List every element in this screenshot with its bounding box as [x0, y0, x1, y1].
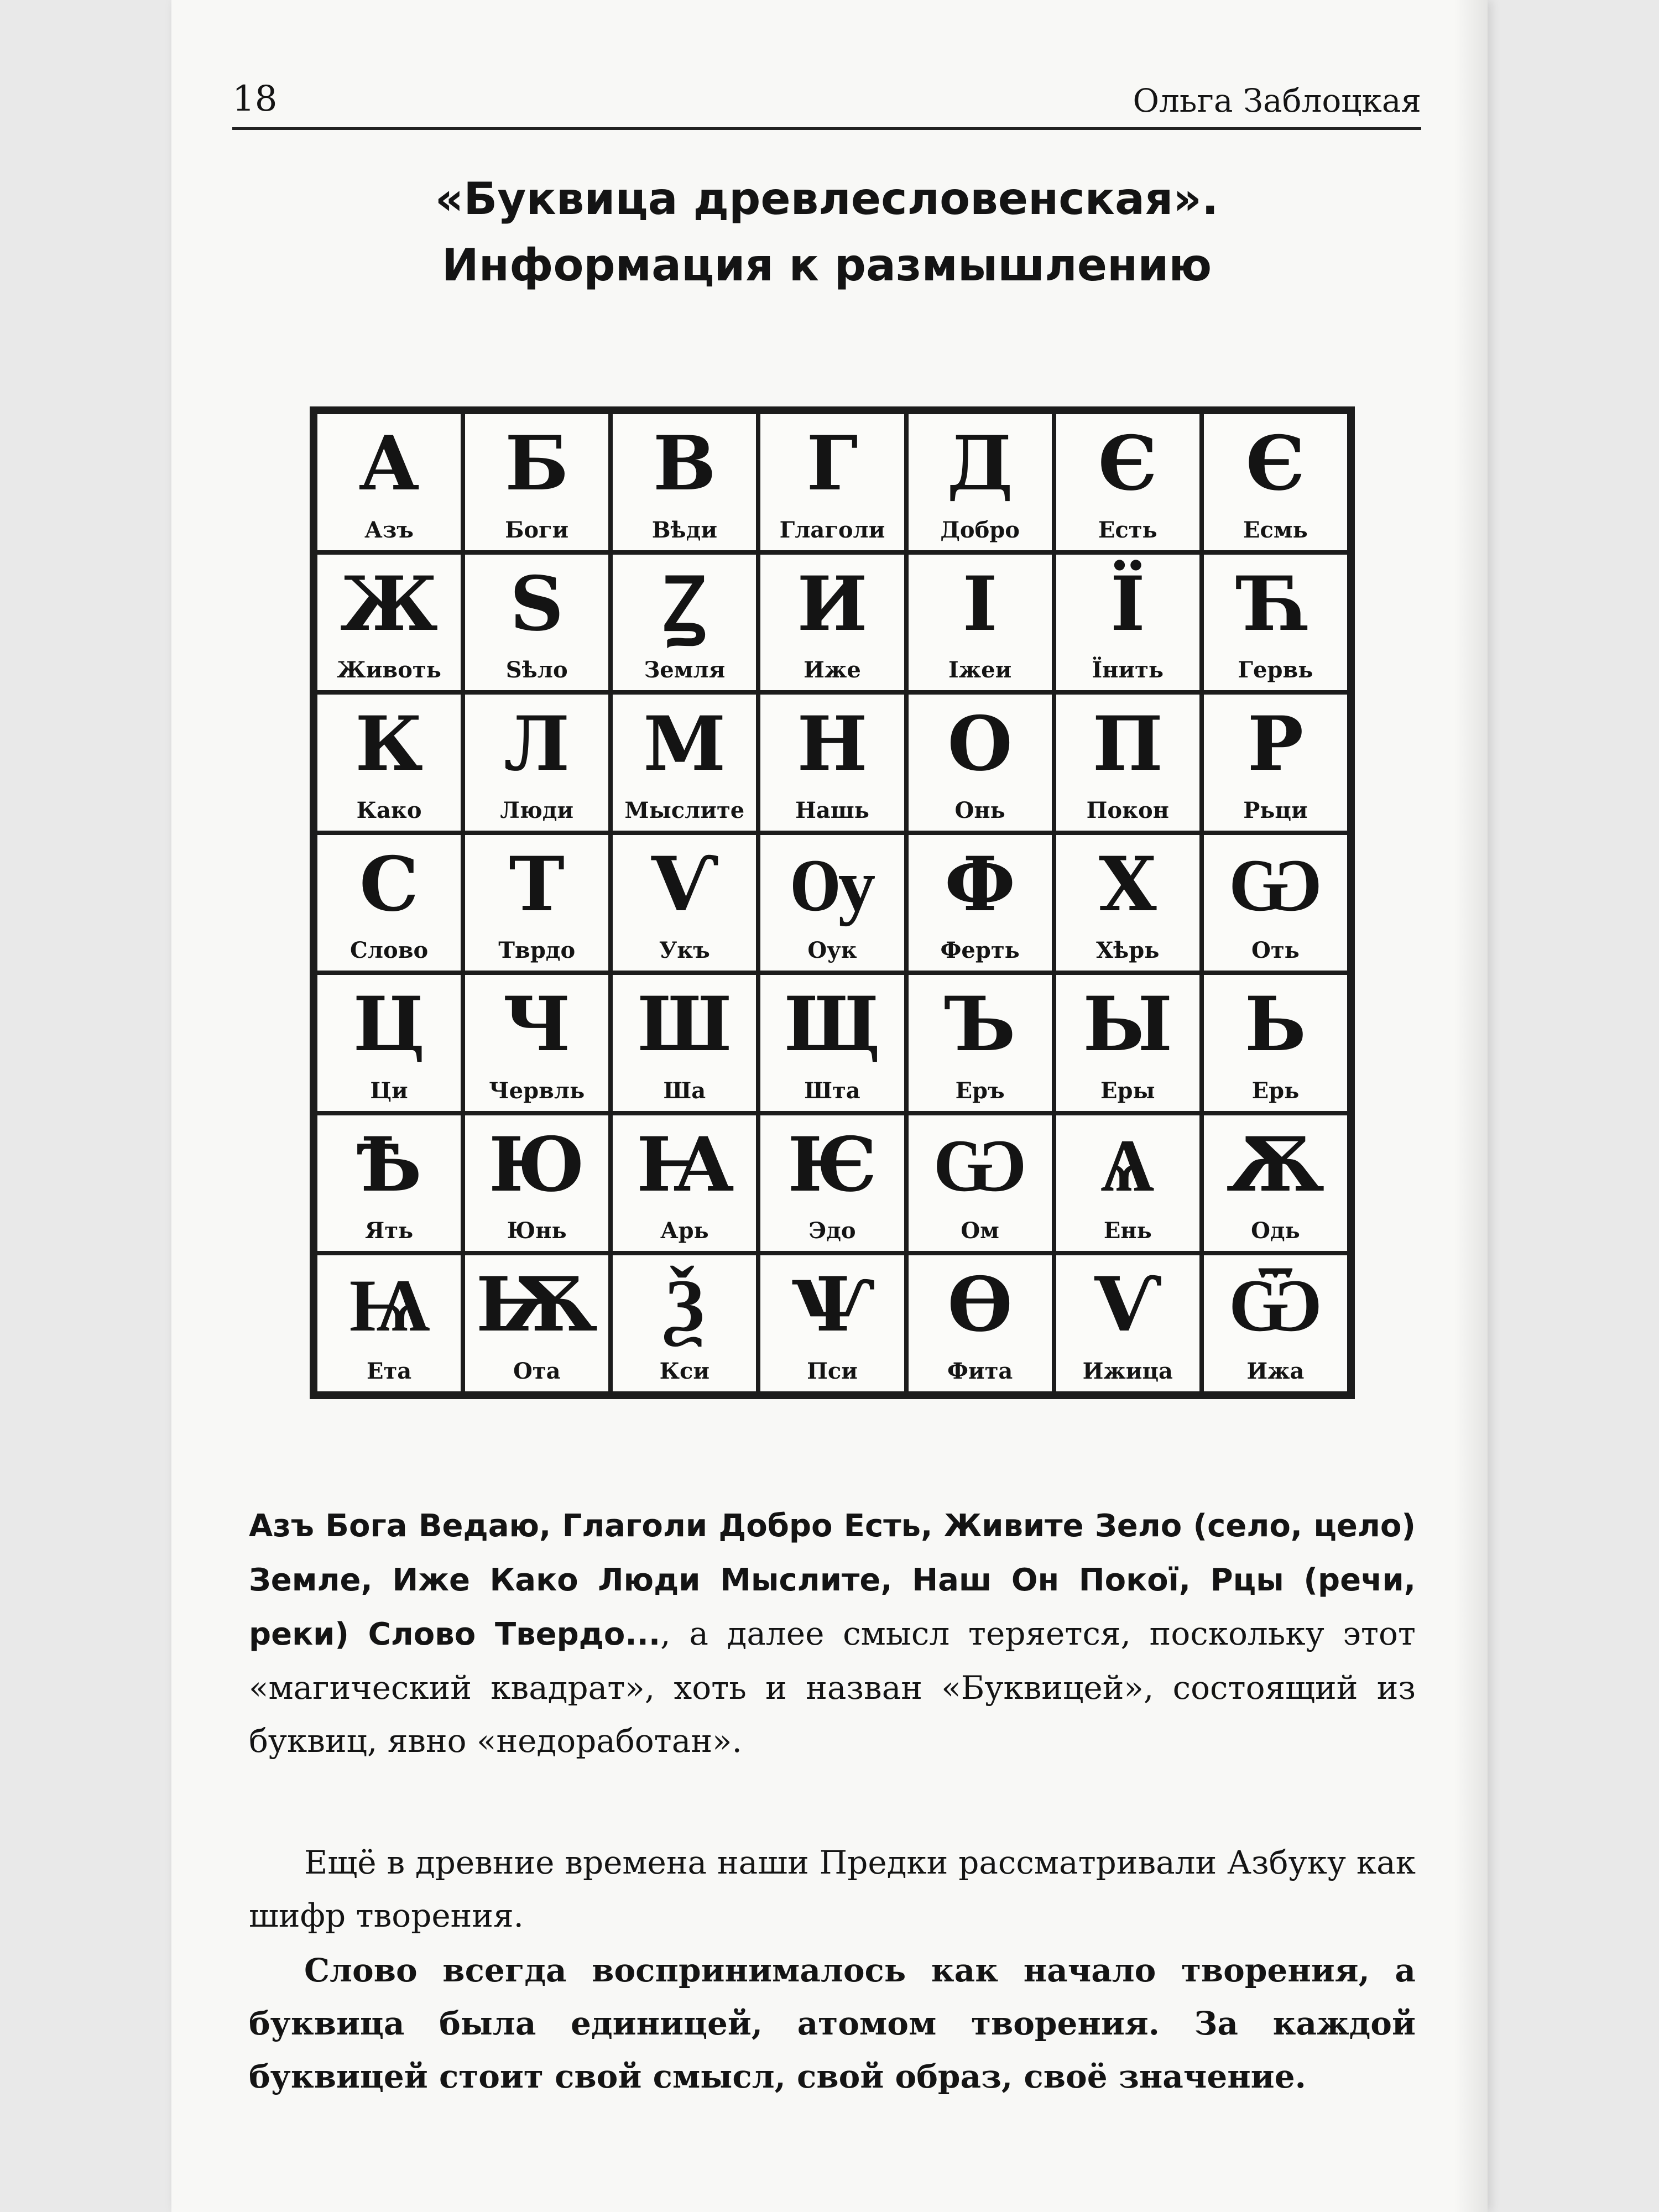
letter-cell: [463, 412, 611, 552]
letter-name: Sѣло: [505, 657, 568, 684]
letter-name: Покон: [1086, 797, 1169, 823]
letter-name: Слово: [349, 937, 429, 964]
letter-cell: [1202, 833, 1349, 973]
letter-glyph: Р: [1247, 700, 1304, 788]
letter-glyph: С: [359, 839, 419, 928]
letter-name: Кси: [659, 1358, 710, 1384]
letter-cell: [611, 412, 758, 552]
letter-cell: [906, 833, 1054, 973]
section-title: [232, 166, 1421, 299]
letter-glyph: К: [355, 700, 423, 788]
letter-glyph: Є: [1098, 419, 1157, 507]
letter-cell: [315, 1113, 463, 1254]
section-title-line-1: «Буквица древлесловенская».: [435, 173, 1219, 225]
letter-name: Іжеи: [948, 657, 1012, 684]
letter-cell: [758, 692, 906, 833]
letter-cell: [906, 1113, 1054, 1254]
letter-cell: [906, 973, 1054, 1113]
letter-name: Фита: [947, 1358, 1013, 1384]
letter-cell: [315, 552, 463, 693]
letter-glyph: В: [653, 419, 716, 507]
letter-name: Червль: [489, 1077, 585, 1104]
letter-glyph: Ь: [1244, 980, 1307, 1068]
letter-name: Ота: [513, 1358, 561, 1384]
letter-cell: [611, 692, 758, 833]
letter-name: Пси: [807, 1358, 858, 1384]
letter-name: Вѣди: [651, 517, 717, 543]
letter-glyph: Ѕ: [509, 559, 564, 648]
letter-name: Ци: [370, 1077, 408, 1104]
letter-cell: [1202, 973, 1349, 1113]
letter-name: Еры: [1100, 1077, 1155, 1104]
letter-glyph: Ж: [340, 559, 439, 648]
letter-glyph: Ћ: [1239, 559, 1312, 648]
letter-name: Рьци: [1243, 797, 1308, 823]
letter-glyph: Ѫ: [1226, 1120, 1324, 1208]
letter-cell: [1054, 973, 1202, 1113]
letter-glyph: Ѵ: [650, 839, 719, 928]
letter-cell: [758, 552, 906, 693]
paragraph-cipher: Ещё в древние времена наши Предки рассматривали Азбуку как шифр творения.: [249, 1844, 1416, 1934]
letter-cell: [906, 552, 1054, 693]
letter-glyph: Ѵ: [1093, 1260, 1162, 1349]
letter-glyph: Ф: [945, 839, 1016, 928]
letter-name: Ша: [663, 1077, 706, 1104]
paragraph-continuation: , а далее смысл теряется, поскольку этот «магический квадрат», хоть и назван «Буквицей», состоящий из буквиц, явно «недоработан».: [249, 1615, 1416, 1760]
book-page: [171, 0, 1488, 2212]
letter-name: Одь: [1251, 1218, 1300, 1244]
letter-cell: [1054, 692, 1202, 833]
letter-name: Глаголи: [779, 517, 885, 543]
letter-name: Укъ: [659, 937, 710, 964]
letter-glyph: Ꙗ: [636, 1120, 733, 1208]
letter-cell: [463, 833, 611, 973]
page-shadow: [1454, 0, 1488, 2212]
letter-name: Ижа: [1246, 1358, 1305, 1384]
letter-name: Тврдо: [498, 937, 576, 964]
letter-glyph: О: [947, 700, 1013, 788]
old-slavonic-phrase: Азъ Бога Ведаю, Глаголи Добро Есть, Живите Зело (село, цело) Земле, Иже Како Люди Мыслите, Наш Он Покоï, Рцы (речи, реки) Слово Твердо...: [249, 1508, 1416, 1652]
letter-glyph: Ѥ: [787, 1120, 877, 1208]
letter-glyph: Ї: [1110, 559, 1145, 648]
letter-glyph: Ѣ: [356, 1120, 422, 1208]
letter-cell: [1202, 1113, 1349, 1254]
letter-cell: [1054, 412, 1202, 552]
letter-glyph: Х: [1098, 839, 1157, 928]
letter-name: Ерь: [1251, 1077, 1300, 1104]
letter-cell: [758, 412, 906, 552]
letter-cell: [315, 692, 463, 833]
letter-cell: [463, 1113, 611, 1254]
letter-cell: [1054, 833, 1202, 973]
letter-cell: [463, 1253, 611, 1394]
letter-cell: [1202, 692, 1349, 833]
bukvitsa-letter-grid: [310, 406, 1355, 1399]
letter-glyph: Ю: [488, 1120, 585, 1208]
letter-cell: [611, 833, 758, 973]
paragraph-word-creation: Слово всегда воспринималось как начало творения, а буквица была единицей, атомом творения. За каждой буквицей стоит свой смысл, свой образ, своё значение.: [249, 1952, 1416, 2095]
letter-name: Оук: [807, 937, 857, 964]
letter-glyph: Т: [509, 839, 565, 928]
letter-cell: [906, 1253, 1054, 1394]
letter-glyph: Ѹ: [790, 839, 875, 928]
letter-name: Нашь: [795, 797, 869, 823]
letter-cell: [906, 412, 1054, 552]
letter-glyph: Д: [947, 419, 1014, 507]
letter-cell: [315, 1253, 463, 1394]
letter-glyph: Ѩ: [348, 1260, 430, 1349]
letter-glyph: Ш: [637, 980, 732, 1068]
letter-name: Ферть: [940, 937, 1020, 964]
letter-name: Гервь: [1238, 657, 1313, 684]
letter-name: Есть: [1098, 517, 1157, 543]
letter-glyph: П: [1092, 700, 1164, 788]
letter-glyph: Ы: [1083, 980, 1173, 1068]
letter-cell: [315, 973, 463, 1113]
letter-glyph: Ѡ: [1229, 839, 1322, 928]
letter-glyph: Є: [1245, 419, 1306, 507]
letter-name: Азъ: [364, 517, 414, 543]
letter-glyph: Ѭ: [476, 1260, 598, 1349]
letter-cell: [611, 552, 758, 693]
letter-cell: [906, 692, 1054, 833]
letter-name: Юнь: [507, 1218, 567, 1244]
letter-name: Оть: [1251, 937, 1300, 964]
running-head-author: Ольга Заблоцкая: [1133, 82, 1421, 119]
letter-name: Онь: [954, 797, 1005, 823]
letter-glyph: Б: [505, 419, 569, 507]
letter-name: Ень: [1103, 1218, 1152, 1244]
letter-name: Їнить: [1092, 657, 1164, 684]
letter-cell: [758, 1113, 906, 1254]
letter-glyph: Ѯ: [665, 1260, 705, 1349]
letter-glyph: Ѡ: [933, 1120, 1027, 1208]
letter-glyph: Г: [806, 419, 858, 507]
letter-name: Эдо: [808, 1218, 856, 1244]
letter-glyph: Ѿ: [1229, 1260, 1322, 1349]
letter-glyph: Л: [504, 700, 570, 788]
letter-glyph: И: [797, 559, 868, 648]
letter-name: Ом: [961, 1218, 999, 1244]
letter-name: Шта: [804, 1077, 860, 1104]
page-header: [232, 66, 1421, 130]
letter-name: Иже: [804, 657, 861, 684]
letter-cell: [758, 1253, 906, 1394]
letter-name: Земля: [644, 657, 726, 684]
letter-name: Есмь: [1243, 517, 1308, 543]
letter-name: Добро: [940, 517, 1020, 543]
letter-cell: [315, 833, 463, 973]
letter-glyph: Ѳ: [947, 1260, 1013, 1349]
letter-glyph: Ч: [503, 980, 571, 1068]
letter-cell: [611, 973, 758, 1113]
letter-cell: [315, 412, 463, 552]
letter-cell: [1054, 1253, 1202, 1394]
letter-glyph: Ꙁ: [662, 559, 706, 648]
letter-glyph: І: [962, 559, 998, 648]
letter-name: Како: [356, 797, 422, 823]
letter-cell: [1054, 1113, 1202, 1254]
letter-name: Арь: [660, 1218, 709, 1244]
letter-name: Ижица: [1082, 1358, 1173, 1384]
letter-glyph: Ѧ: [1100, 1120, 1155, 1208]
letter-cell: [758, 973, 906, 1113]
letter-cell: [1202, 412, 1349, 552]
letter-cell: [463, 692, 611, 833]
letter-glyph: Ѱ: [791, 1260, 873, 1349]
letter-glyph: М: [643, 700, 726, 788]
letter-cell: [611, 1113, 758, 1254]
letter-name: Ета: [366, 1358, 412, 1384]
letter-glyph: А: [358, 419, 420, 507]
letter-name: Ять: [364, 1218, 414, 1244]
letter-glyph: Щ: [784, 980, 881, 1068]
letter-cell: [611, 1253, 758, 1394]
letter-glyph: Н: [797, 700, 868, 788]
letter-cell: [1054, 552, 1202, 693]
letter-name: Боги: [505, 517, 569, 543]
letter-cell: [463, 973, 611, 1113]
letter-name: Еръ: [955, 1077, 1005, 1104]
letter-name: Люди: [500, 797, 574, 823]
letter-name: Животь: [337, 657, 441, 684]
letter-name: Мыслите: [624, 797, 745, 823]
letter-name: Хѣрь: [1096, 937, 1160, 964]
letter-cell: [1202, 1253, 1349, 1394]
letter-cell: [758, 833, 906, 973]
letter-glyph: Ъ: [944, 980, 1016, 1068]
letter-glyph: Ц: [353, 980, 425, 1068]
section-title-line-2: Информация к размышлению: [441, 239, 1212, 291]
paragraph-letter-reading: [249, 1499, 1416, 1767]
letter-cell: [1202, 552, 1349, 693]
letter-cell: [463, 552, 611, 693]
page-number: 18: [232, 79, 278, 119]
